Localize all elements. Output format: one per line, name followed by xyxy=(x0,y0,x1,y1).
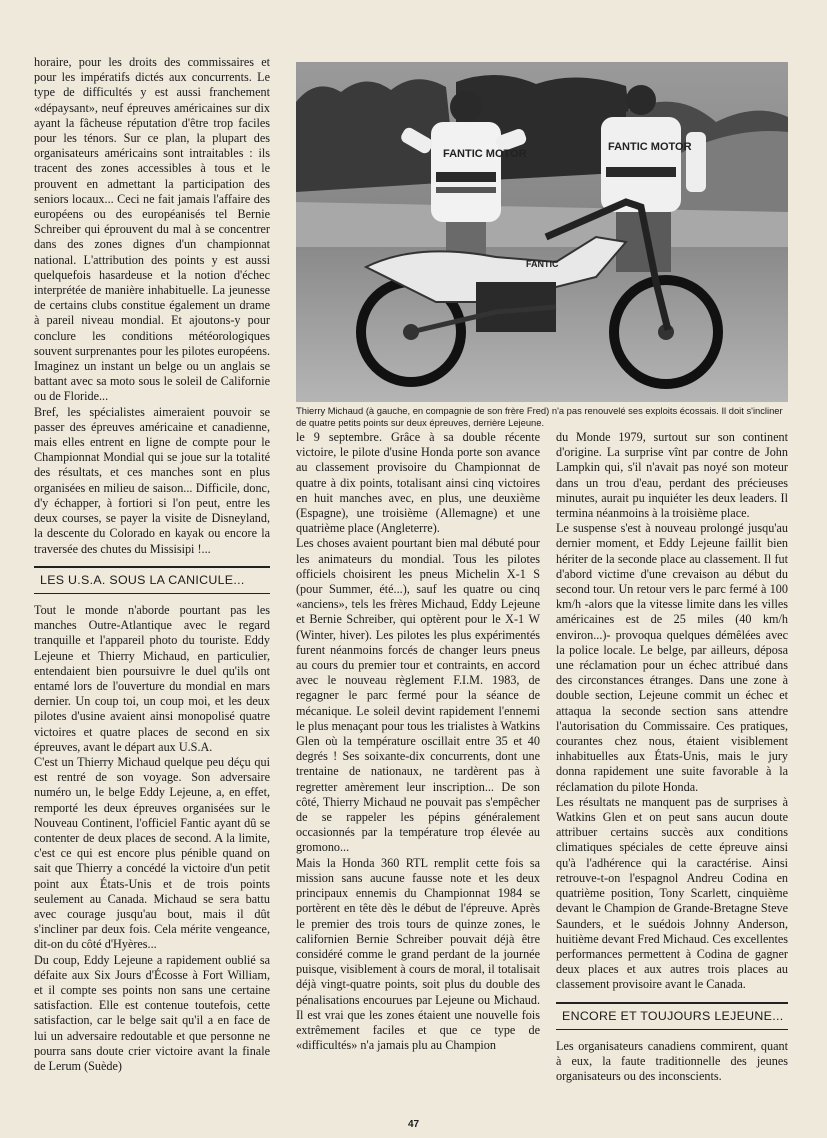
riders-photo xyxy=(296,62,788,402)
paragraph: Les organisateurs canadiens commirent, quant à eux, la faute traditionnelle des jeunes organisateurs ou des inconscients. xyxy=(556,1038,788,1084)
paragraph: Tout le monde n'aborde pourtant pas les manches Outre-Atlantique avec le regard tranquille et l'appareil photo du touriste. Eddy Lejeune et Thierry Michaud, en particulier, entendaient bien poursuivre le duel qu'ils ont entamé lors de l'ouverture du mondial en mars dernier. Un coup toi, un coup moi, et les deux pilotes d'usine avaient ainsi monopolisé quatre victoires et quatre places de second en six épreuves, avant le départ aux U.S.A. xyxy=(34,602,270,754)
paragraph: Mais la Honda 360 RTL remplit cette fois sa mission sans aucune fausse note et les deux principaux ennemis du Championnat 1984 se portèrent en tête dès le début de l'épreuve. Après le premier des trois tours de quinze zones, le californien Bernie Schreiber pouvait déjà être considéré comme le grand perdant de la journée puisque, visiblement à cours de moral, il totalisait déjà vingt-quatre points, soit plus du double des pénalisations encourues par Lejeune ou Michaud. Il est vrai que les zones étaient une nouvelle fois extrêmement faciles et que ce type de «difficultés» n'a jamais plu au Champion xyxy=(296,855,540,1053)
section-heading-lejeune: ENCORE ET TOUJOURS LEJEUNE... xyxy=(556,1002,788,1030)
bike-brand-text: FANTIC xyxy=(526,259,559,269)
paragraph: Bref, les spécialistes aimeraient pouvoir se passer des épreuves américaine et canadienne, mais elles entrent en ligne de compte pour le Championnat Mondial qui se joue sur la totalité des résultats, et ces manches sont en plus organisées en milieu de saison... Difficile, donc, d'y échapper, à fortiori si l'on peut, entre les deux courses, se payer la visite de Disneyland, la descente du Colorado en kayak ou encore la traversée des chutes du Missisipi !... xyxy=(34,404,270,556)
jersey-text-right: FANTIC MOTOR xyxy=(608,141,692,153)
photo-caption: Thierry Michaud (à gauche, en compagnie de son frère Fred) n'a pas renouvelé ses exploits écossais. Il doit s'incliner de quatre petits points sur deux épreuves, derrière Lejeune. xyxy=(296,405,783,429)
paragraph: Du coup, Eddy Lejeune a rapidement oublié sa défaite aux Six Jours d'Écosse à Fort William, et il compte ses points non sans une certaine satisfaction. Elle est contenue toutefois, cette satisfaction, car le belge sait qu'il a en face de lui un adversaire redoutable et que personne ne pourra sans doute crier victoire avant la finale de Lerum (Suède) xyxy=(34,952,270,1073)
column-2 xyxy=(296,430,540,1053)
column-3 xyxy=(556,430,788,1084)
paragraph: le 9 septembre. Grâce à sa double récente victoire, le pilote d'usine Honda porte son avance au classement provisoire du Championnat de quatre à dix points, totalisant ainsi cinq victoires en huit manches avec, en plus, une deuxième (Espagne), une troisième (Allemagne) et une quatrième place (Angleterre). xyxy=(296,430,540,536)
jersey-text-left: FANTIC MOTOR xyxy=(443,148,527,160)
section-heading-usa: LES U.S.A. SOUS LA CANICULE... xyxy=(34,566,270,594)
paragraph: horaire, pour les droits des commissaires et pour les impératifs dictés aux concurrents. Le type de difficultés y est aussi franchement «dépaysant», neuf épreuves américaines sur dix ayant la fâcheuse réputation d'être trop faciles pour les ténors. Sur ce plan, la plupart des organisateurs américains sont intraitables : ils tracent des zones accessibles à tous et le prouvent en admettant la participation des seniors locaux... Ceci ne fait jamais l'affaire des européens ou des européanisés tel Bernie Schreiber qui éprouvent du mal à se concentrer dans des zones dignes d'un championnat national. L'attribution des points y est aussi quelquefois hasardeuse et la notion d'échec interprétée de manière inhabituelle. La jeunesse de certains clubs constitue également un drame à pareil niveau mondial. Et ajoutons-y pour conclure les conditions météorologiques souvent surprenantes pour les pilotes européens. Imaginez un instant un belge ou un anglais se battant avec sa moto sous le soleil de Californie ou de Floride... xyxy=(34,55,270,404)
paragraph: Les résultats ne manquent pas de surprises à Watkins Glen et on peut sans aucun doute attribuer certains succès aux conditions climatiques spéciales de cette épreuve ainsi qu'à l'adhérence qui la caractérise. Ainsi retrouve-t-on l'espagnol Andreu Codina en quatrième position, Tony Scarlett, cinquième devant le Champion de Grande-Bretagne Steve Saunders, et le suédois Johnny Anderson, huitième devant Fred Michaud. Ces excellentes performances permettent à Codina de gagner deux places et aux autres trois places au classement provisoire avant le Canada. xyxy=(556,794,788,992)
paragraph: C'est un Thierry Michaud quelque peu déçu qui est rentré de son voyage. Son adversaire numéro un, le belge Eddy Lejeune, a, en effet, remporté les deux épreuves organisées sur le Nouveau Continent, l'officiel Fantic ayant dû se contenter de deux places de second. A la limite, c'est ce qui est encore plus pénible quand on sait que Thierry a concédé la victoire d'un petit point aux États-Unis et de trois points seulement au Canada. Michaud se sera battu avec courage jusqu'au bout, mais il dût s'incliner par deux fois. Cela mérite vengeance, dit-on du côté d'Hyères... xyxy=(34,754,270,952)
paragraph: du Monde 1979, surtout sur son continent d'origine. La surprise vînt par contre de John Lampkin qui, s'il n'avait pas noyé son moteur dans un trou d'eau, perdant des précieuses minutes, aurait pu inquiéter les deux leaders. Il termina néanmoins à la troisième place. xyxy=(556,430,788,521)
column-1 xyxy=(34,55,270,1074)
paragraph: Le suspense s'est à nouveau prolongé jusqu'au dernier moment, et Eddy Lejeune faillit bien hériter de la seconde place au classement. Il fut d'abord victime d'une crevaison au début du second tour. Un retour vers le parc fermé à 100 km/h -alors que la vitesse limite dans les villes américaines est de 25 miles (40 km/h environ...)- provoqua quelques démêlées avec la police locale. Le belge, par ailleurs, déposa une réclamation pour un échec attribué dans des circonstances étranges. Dans une zone à double section, Lejeune commit un échec et attaqua la seconde section sans attendre l'autorisation du Commissaire. Ces pratiques, courantes chez nous, étaient visiblement inhabituelles aux États-Unis, mais le jury donna rapidement une suite favorable à la réclamation du pilote Honda. xyxy=(556,521,788,794)
paragraph: Les choses avaient pourtant bien mal débuté pour les animateurs du mondial. Tous les pilotes officiels choisirent les pneus Michelin X-1 S (pour Summer, été...), sauf les quatre ou cinq «anciens», tels les frères Michaud, Eddy Lejeune et Bernie Schreiber, qui optèrent pour le X-1 W (Winter, hiver). Les pilotes les plus expérimentés furent néanmoins forcés de changer leurs pneus au cours du premier tour et contraints, en accord avec le nouveau règlement F.I.M. 1983, de regagner le parc fermé pour la séance de mécanique. Le soleil devint rapidement l'ennemi le plus menaçant pour tous les trialistes à Watkins Glen où la température oscillait entre 35 et 40 degrés ! Ses soixante-dix concurrents, dont une trentaine de nationaux, ne tardèrent pas à regretter amèrement leur inscription... De son côté, Thierry Michaud ne pouvait pas s'empêcher de se rappeler les pépins généralement occasionnés par la température trop élevée au gromono... xyxy=(296,536,540,855)
page-number: 47 xyxy=(407,1119,420,1130)
